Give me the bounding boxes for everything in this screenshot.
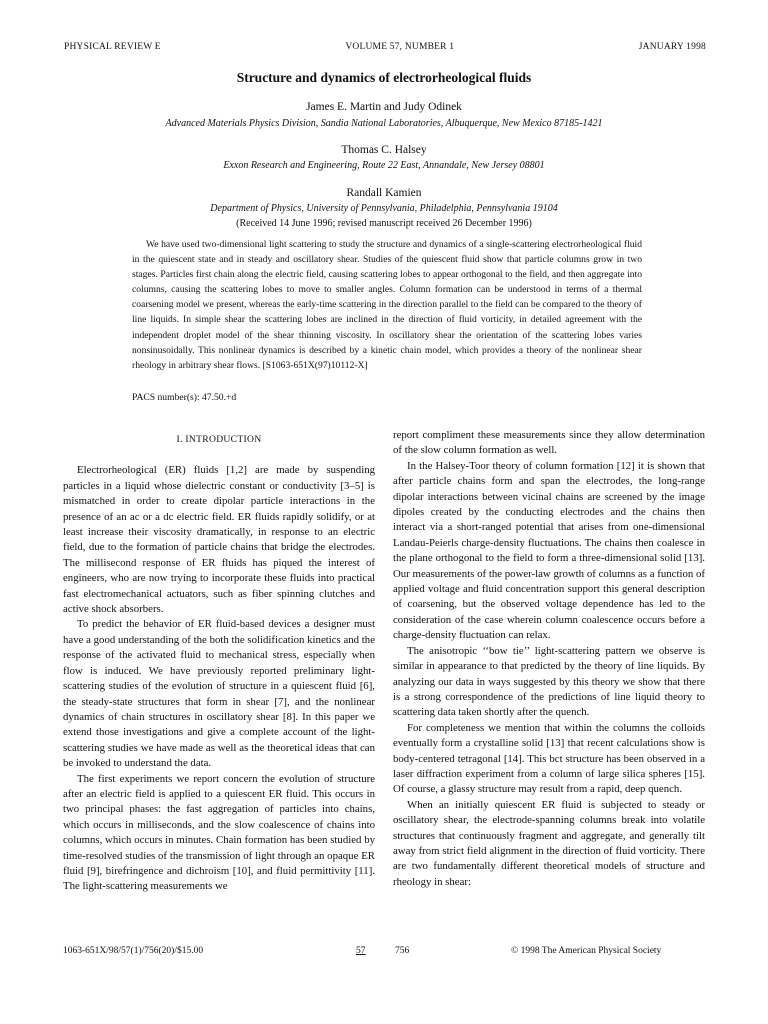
paragraph: When an initially quiescent ER fluid is subjected to steady or oscillatory shear, the electrode-spanning columns break into volatile structures that continuously fragment and aggregate, and generally tilt away from strict field alignment in the direction of fluid vorticity. There are two fundamentally different theoretical models of structure and rheology in shear: [393, 798, 705, 888]
paragraph: To predict the behavior of ER fluid-based devices a designer must have a good understanding of the both the solidification kinetics and the response of the activated fluid to mechanical stress, especially when flow is induced. We have previously reported preliminary light-scattering studies of the evolution of structure in a quiescent fluid [6], the steady-state structures that form in shear [7], and the nonlinear dynamics of chain structures in oscillatory shear [8]. In this paper we extend those investigations and give a complete account of the light-scattering studies we have made as well as the theoretical ideas that can be invoked to understand the data. [63, 618, 375, 770]
running-head [64, 42, 706, 52]
pacs-numbers: PACS number(s): 47.50.+d [132, 392, 237, 403]
affiliation-1: Advanced Materials Physics Division, Sandia National Laboratories, Albuquerque, New Mexico 87185-1421 [165, 118, 603, 129]
author-names-2: Thomas C. Halsey [341, 144, 427, 156]
paragraph: Electrorheological (ER) fluids [1,2] are made by suspending particles in a liquid whose dielectric constant or conductivity [3–5] is mismatched in order to create dipolar particle interactions in the presence of an ac or a dc electric field. ER fluids rapidly solidify, or at least increase their viscosity dramatically, in response to an electric field, due to the formation of particle chains that bridge the electrodes. The millisecond response of ER fluids has piqued the interest of engineers, who are now trying to incorporate these fluids into practical fast electromechanical actuators, such as fiber spinning clutches and active shock absorbers. [63, 464, 375, 616]
author-names-3: Randall Kamien [346, 187, 422, 199]
footer-code: 1063-651X/98/57(1)/756(20)/$15.00 [63, 946, 204, 956]
volume-number: VOLUME 57, NUMBER 1 [345, 42, 455, 52]
abstract: We have used two-dimensional light scattering to study the structure and dynamics of a single-scattering electrorheological fluid in the quiescent state and in steady and oscillatory shear. Studies of the quiescent fluid show that particle columns grow in two stages. Particles first chain along the electric field, causing scattering lobes to appear orthogonal to the field, and then aggregate into columns, causing the scattering lobes to move to smaller angles. Column formation can be understood in terms of a thermal coarsening model we present, whereas the early-time scattering in the direction parallel to the field can be compared to the theory of line liquids. In simple shear the scattering lobes are inclined in the direction of fluid vorticity, in detailed agreement with the independent droplet model of the shear thinning viscosity. In oscillatory shear the orientation of the scattering lobes varies nonsinusoidally. This nonlinear dynamics is described by a kinetic chain model, which provides a theory of the nonlinear shear rheology in arbitrary shear flows. [S1063-651X(97)10112-X] [132, 239, 642, 371]
left-column [63, 428, 375, 938]
section-heading: I. INTRODUCTION [176, 434, 262, 445]
author-names-1: James E. Martin and Judy Odinek [306, 101, 462, 113]
paragraph: The anisotropic ‘‘bow tie’’ light-scattering pattern we observe is similar in appearance to that predicted by the theory of line liquids. By analyzing our data in ways suggested by this theory we show that there is a strong correspondence of the predictions of line liquid theory to scattering data taken shortly after the quench. [393, 644, 705, 719]
received-dates: (Received 14 June 1996; revised manuscript received 26 December 1996) [236, 218, 532, 229]
affiliation-3: Department of Physics, University of Pennsylvania, Philadelphia, Pennsylvania 19104 [210, 203, 558, 214]
paragraph: report compliment these measurements since they allow determination of the slow column formation as well. [393, 429, 705, 457]
paragraph: The first experiments we report concern the evolution of structure after an electric field is applied to a quiescent ER fluid. This occurs in two principal phases: the fast aggregation of particles into chains, which occurs in milliseconds, and the slow coalescence of chains into columns, which occurs in minutes. Chain formation has been studied by time-resolved studies of the transmission of light through an opaque ER fluid [9], birefringence and dichroism [10], and fluid permittivity [11]. The light-scattering measurements we [63, 772, 375, 893]
footer-volume: 57 [356, 946, 366, 956]
article-title: Structure and dynamics of electrorheological fluids [236, 70, 532, 85]
issue-date: JANUARY 1998 [638, 42, 706, 52]
affiliation-2: Exxon Research and Engineering, Route 22 East, Annandale, New Jersey 08801 [223, 160, 545, 171]
right-column [393, 428, 705, 938]
paragraph: In the Halsey-Toor theory of column formation [12] it is shown that after particle chains form and span the electrodes, the long-range dipolar interactions between vicinal chains are screened by the image dipoles created by the conducting electrodes and the chains then interact via a short-ranged potential that arises from one-dimensional Landau-Peierls charge-density fluctuations. The chains then coalesce in the plane orthogonal to the field to form a three-dimensional solid [13]. Our measurements of the power-law growth of columns as a function of applied voltage and fluid concentration support this general description of coarsening, but the observed voltage dependence has led to the consideration of the case wherein column coalescence occurs before a charge-density fluctuation can relax. [393, 459, 705, 642]
copyright: © 1998 The American Physical Society [511, 946, 662, 956]
journal-name: PHYSICAL REVIEW E [64, 42, 161, 52]
paragraph: For completeness we mention that within the columns the colloids eventually form a crystalline solid [13] that recent calculations show is body-centered tetragonal [14]. This bct structure has been observed in a laser diffraction experiment from a column of large silica spheres [15]. Of course, a glassy structure may result from a rapid, deep quench. [393, 721, 705, 796]
page-number: 756 [395, 946, 410, 956]
